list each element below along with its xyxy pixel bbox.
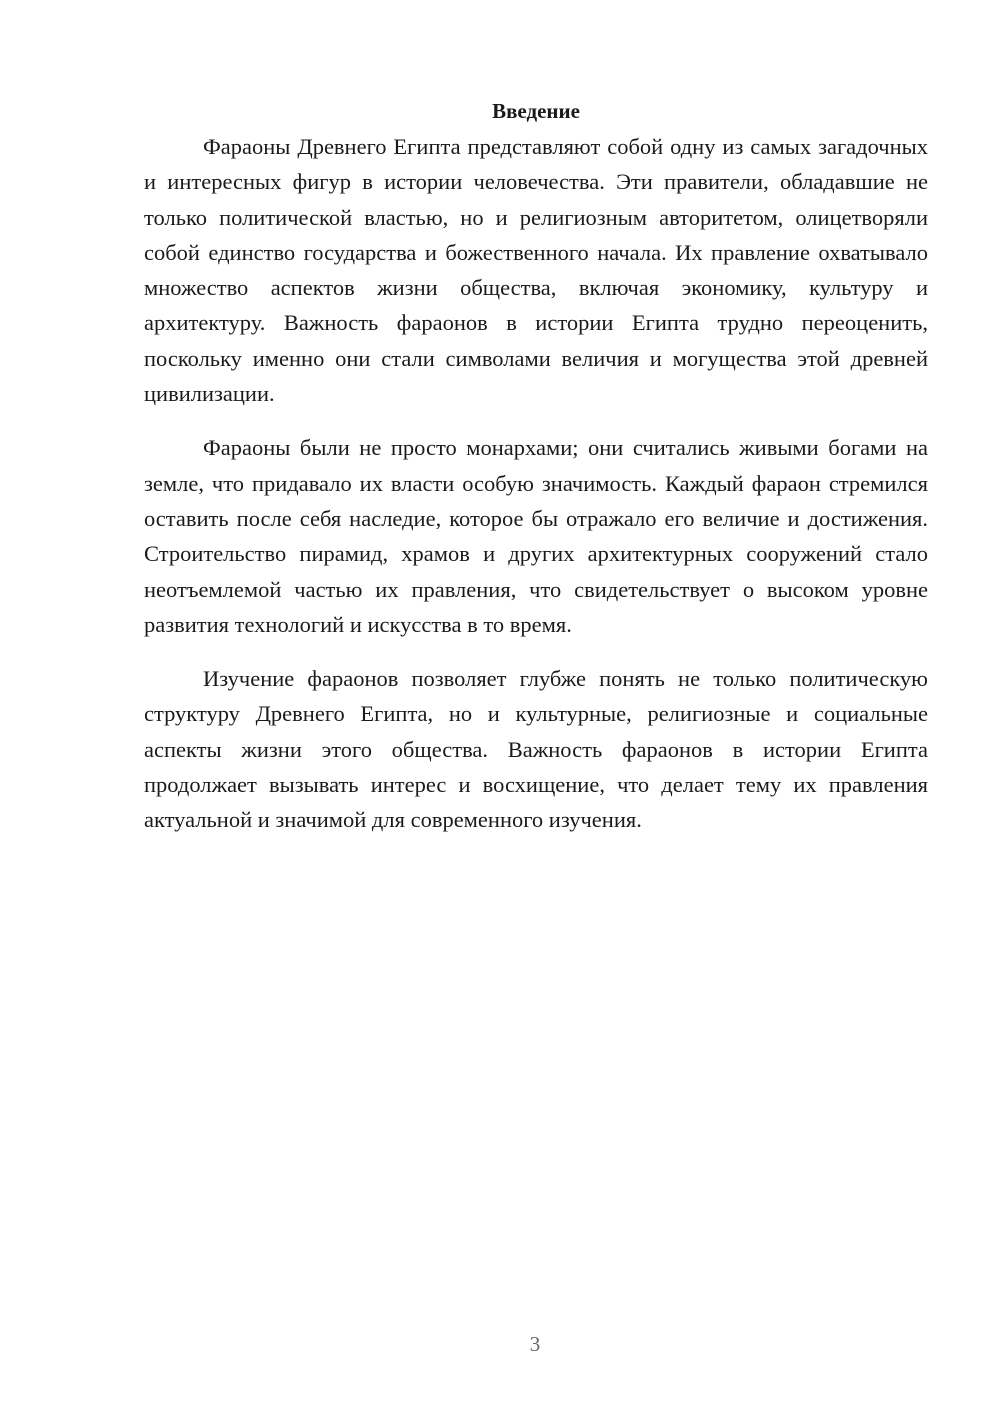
paragraph-3: Изучение фараонов позволяет глубже понять не только политическую структуру Древнего Египта, но и культурные, религиозные и социальные аспекты жизни этого общества. Важность фараонов в истории Египта продолжает вызывать интерес и восхищение, что делает тему их правления актуальной и значимой для современного изучения.: [144, 666, 928, 833]
paragraph-2: Фараоны были не просто монархами; они считались живыми богами на земле, что придавало их власти особую значимость. Каждый фараон стремился оставить после себя наследие, которое бы отражало его величие и достижения. Строительство пирамид, храмов и других архитектурных сооружений стало неотъемлемой частью их правления, что свидетельствует о высоком уровне развития технологий и искусства в то время.: [144, 435, 928, 637]
section-title: Введение: [492, 99, 580, 123]
page-content: [144, 96, 928, 857]
paragraph-1: Фараоны Древнего Египта представляют собой одну из самых загадочных и интересных фигур в истории человечества. Эти правители, обладавшие не только политической властью, но и религиозным авторитетом, олицетворяли собой единство государства и божественного начала. Их правление охватывало множество аспектов жизни общества, включая экономику, культуру и архитектуру. Важность фараонов в истории Египта трудно переоценить, поскольку именно они стали символами величия и могущества этой древней цивилизации.: [144, 134, 928, 407]
page-number: 3: [529, 1332, 541, 1356]
